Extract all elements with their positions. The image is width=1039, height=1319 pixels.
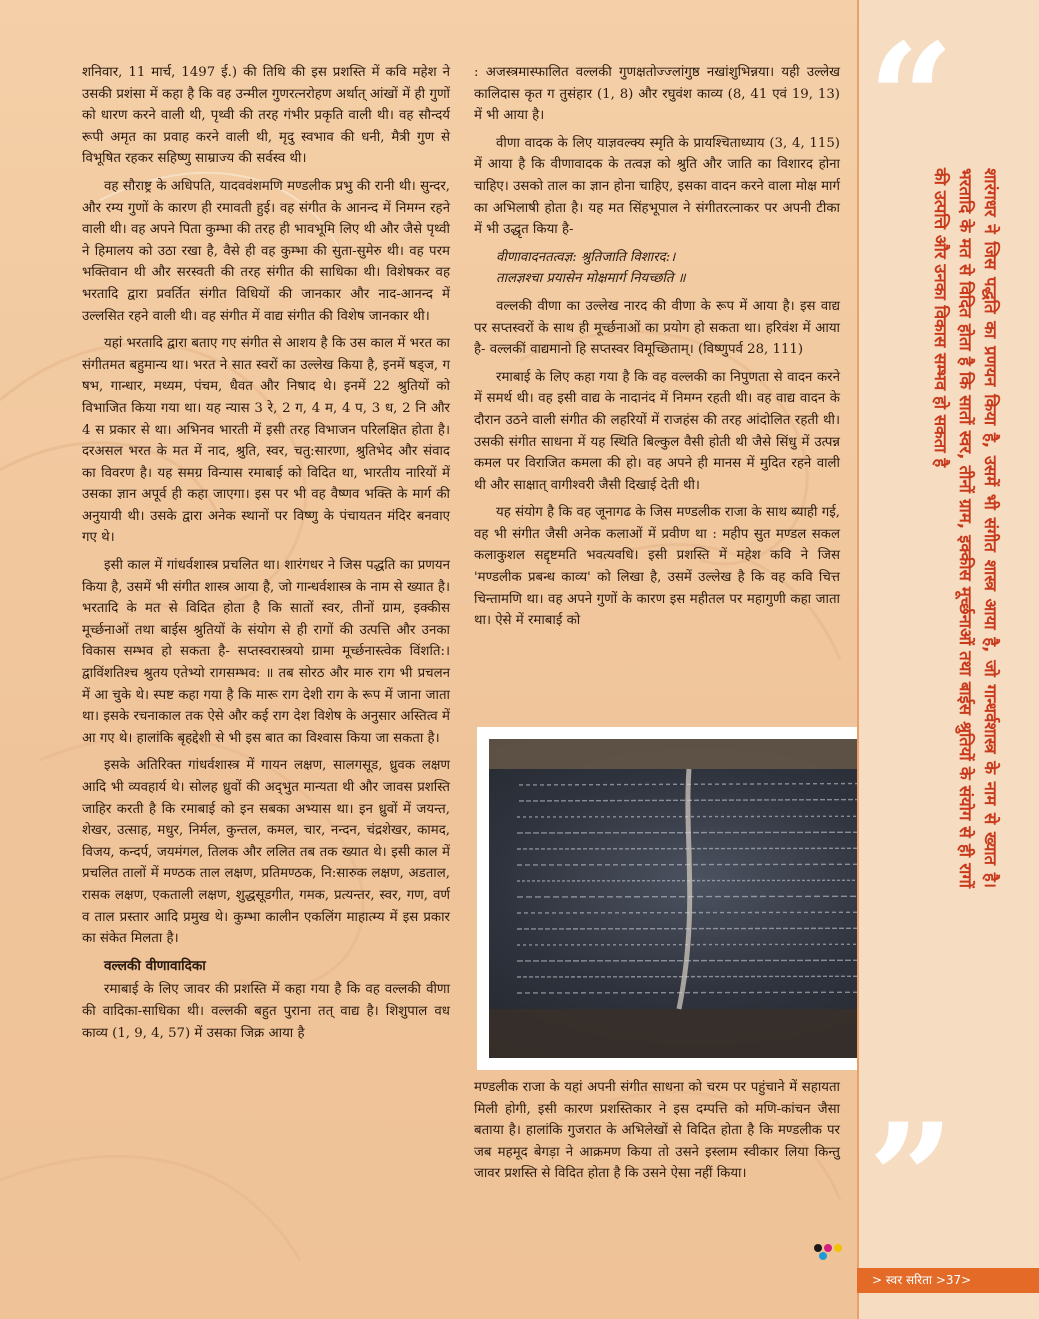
open-quote-icon: “ — [868, 11, 955, 187]
section-heading: वल्लकी वीणावादिका — [104, 957, 206, 974]
paragraph: वल्लकी वीणा का उल्लेख नारद की वीणा के रूप में आया है। इस वाद्य पर सप्तस्वरों के साथ ही मूर्च्छनाओं का प्रयोग हो सकता था। हरिवंश में आया है- वल्लकीं वाद्यमानो हि सप्तस्वर विमूच्छिताम्। (विष्णुपर्व 28, 111) — [474, 298, 840, 358]
paragraph: वह सौराष्ट्र के अधिपति, यादववंशमणि मण्डलीक प्रभु की रानी थी। सुन्दर, और रम्य गुणों के कारण ही रमावती हुई। वह संगीत के आनन्द में निमग्न रहने वाली थी। वह अपने पिता कुम्भा की तरह ही भावभूमि लिए थी और जैसे पृथ्वी ने हिमालय को उठा रखा है, वैसे ही वह कुम्भा की सुता-सुमेरु थी। वह परम भक्तिवान थी और सरस्वती की तरह संगीत की साधिका थी। विशेषकर वह भरतादि द्वारा प्रवर्तित संगीत विधियों की जानकार और नाद-आनन्द में उल्लसित रहने वाली थी। वह संगीत में वाद्य संगीत की विशेष जानकार थी। — [82, 178, 450, 324]
text-column-right-top — [474, 62, 840, 722]
paragraph: : अजस्त्रमास्फालित वल्लकी गुणक्षतोज्ज्लांगुष्ठ नखांशुभिन्नया। यही उल्लेख कालिदास कृत ग तुसंहार (1, 8) और रघुवंश काव्य (8, 41 एवं 19, 13) में भी आया है। — [474, 65, 840, 124]
paragraph: रमाबाई के लिए जावर की प्रशस्ति में कहा गया है कि वह वल्लकी वीणा की वादिका-साधिका थी। वल्लकी बहुत पुराना तत् वाद्य है। शिशुपाल वध काव्य (1, 9, 4, 57) में उसका जिक्र आया है — [82, 982, 450, 1041]
pull-quote — [875, 168, 1003, 888]
text-column-left — [82, 62, 450, 1262]
magazine-name: स्वर सरिता — [885, 1273, 933, 1287]
verse-line: तालज्ञश्चा प्रयासेन मोक्षमार्ग नियच्छति ॥ — [496, 271, 686, 287]
paragraph: यह संयोग है कि वह जूनागढ के जिस मण्डलीक राजा के साथ ब्याही गई, वह भी संगीत जैसी अनेक कलाओं में प्रवीण था : महीप सुत मण्डल सकल कलाकुशल सद्दृष्टमति भवत्यवधि। इसी प्रशस्ति में महेश कवि ने जिस 'मण्डलीक प्रबन्ध काव्य' को लिखा है, उसमें उल्लेख है कि वह कवि चित्त चिन्तामणि था। वह अपने गुणों के कारण इस महीतल पर महागुणी कहा जाता था। ऐसे में रमाबाई को — [474, 505, 840, 629]
page-number: >37> — [935, 1273, 972, 1287]
pull-quote-text: शारंगधर ने जिस पद्धति का प्रणयन किया है, उसमें भी संगीत शास्त्र आया है, जो गान्धर्वशास्त्र के नाम से ख्यात है। भरतादि के मत से विदित होता है कि सातों स्वर, तीनों ग्राम, इक्कीस मूर्च्छनाओं तथा बाईस श्रुतियों के संयोग से ही रागों की उत्पत्ति और उनका विकास सम्भव हो सकता है — [931, 168, 1000, 888]
page-folio — [872, 1270, 971, 1290]
close-quote-icon: ” — [868, 1091, 955, 1267]
paragraph: इसी काल में गांधर्वशास्त्र प्रचलित था। शारंगधर ने जिस पद्धति का प्रणयन किया है, उसमें भी संगीत शास्त्र आया है, जो गान्धर्वशास्त्र के नाम से ख्यात है। भरतादि के मत से विदित होता है कि सातों स्वर, तीनों ग्राम, इक्कीस मूर्च्छनाओं तथा बाईस श्रुतियों के संयोग से ही रागों की उत्पत्ति और उनका विकास सम्भव हो सकता है- सप्तस्वरास्त्रयो ग्रामा मूर्च्छनास्त्वेक विंशति:। द्वाविंशतिश्च श्रुतय एतेभ्यो रागसम्भव: ॥ तब सोरठ और मारु राग भी प्रचलन में आ चुके थे। स्पष्ट कहा गया है कि मारू राग देशी राग के रूप में जाना जाता था। इसके रचनाकाल तक ऐसे और कई राग देश विशेष के अनुसार अस्तित्व में आ गए थे। हालांकि बृहद्देशी से भी इस बात का विश्वास किया जा सकता है। — [82, 558, 450, 746]
text-column-right-bottom — [474, 1077, 840, 1227]
paragraph: इसके अतिरिक्त गांधर्वशास्त्र में गायन लक्षण, सालगसूड, ध्रुवक लक्षण आदि भी व्यवहार्य थे। सोलह ध्रुवों की अद्‌भुत मान्यता थी और जावस प्रशस्ति जाहिर करती है कि रमाबाई को इन सबका अभ्यास था। इन ध्रुवों में जयन्त, शेखर, उत्साह, मधुर, निर्मल, कुन्तल, कमल, चार, नन्दन, चंद्रशेखर, कामद, विजय, कन्दर्प, जयमंगल, तिलक और ललित तब तक ख्यात थे। इसी काल में प्रचलित तालों में मण्ठक ताल लक्षण, प्रतिमण्ठक, नि:सारुक लक्षण, अडताल, रासक लक्षण, एकताली लक्षण, शुद्धसूडगीत, गमक, प्रत्यन्तर, स्वर, गण, वर्ण व ताल प्रस्तार आदि प्रमुख थे। कुम्भा कालीन एकलिंग माहात्म्य में इस प्रकार का संकेत मिलता है। — [82, 758, 450, 947]
paragraph: यहां भरतादि द्वारा बताए गए संगीत से आशय है कि उस काल में भरत का संगीतमत बहुमान्य था। भरत ने सात स्वरों का उल्लेख किया है, इनमें षड्ज, ग षभ, गान्धार, मध्यम, पंचम, धैवत और निषाद थे। इनमें 22 श्रुतियों को विभाजित किया गया था। यह न्यास 3 रे, 2 ग, 4 म, 4 प, 3 ध, 2 नि और 4 स प्रकार से था। अभिनव भारती में इसी तरह विभाजन परिलक्षित होता है। दरअसल भरत के मत में नाद, श्रुति, स्वर, चतु:सारणा, श्रुतिभेद और संवाद का विवरण है। यह समग्र विन्यास रमाबाई को विदित था, भारतीय नारियों में उसका ज्ञान अपूर्व ही कहा जाएगा। इस पर भी वह वैष्णव भक्ति के मार्ग की अनुयायी थी। उसके द्वारा अनेक स्थानों पर विष्णु के पंचायतन मंदिर बनवाए गए थे। — [82, 336, 450, 546]
paragraph: शनिवार, 11 मार्च, 1497 ई.) की तिथि की इस प्रशस्ति में कवि महेश ने उसकी प्रशंसा में कहा है कि वह उन्मील गुणरत्नरोहण अर्थात् आंखों में ही गुणों को धारण करने वाली थी, पृथ्वी की तरह गंभीर प्रकृति वाली थी। वह सौन्दर्य रूपी अमृत का प्रवाह करने वाली थी, मृदु स्वभाव की धनी, मैत्री गुण से विभूषित रहकर सहिष्णु साम्राज्य की सर्वस्व थी। — [82, 65, 450, 167]
folio-prefix: > — [872, 1273, 883, 1287]
paragraph: वीणा वादक के लिए याज्ञवल्क्य स्मृति के प्रायश्चिताध्याय (3, 4, 115) में आया है कि वीणावादक के तत्वज्ञ को श्रुति और जाति का विशारद होना चाहिए। उसको ताल का ज्ञान होना चाहिए, इसका वादन करने वाला मोक्ष मार्ग का अभिलाषी होता है। यह मत सिंहभूपाल ने संगीतरत्नाकर पर अपनी टीका में भी उद्धृत किया है- — [474, 135, 840, 238]
paragraph: मण्डलीक राजा के यहां अपनी संगीत साधना को चरम पर पहुंचाने में सहायता मिली होगी, इसी कारण प्रशस्तिकार ने इस दम्पत्ति को मणि-कांचन जैसा बताया है। हालांकि गुजरात के अभिलेखों से विदित होता है कि मण्डलीक पर जब महमूद बेगड़ा ने आक्रमण किया तो उसने इस्लाम स्वीकार लिया किन्तु जावर प्रशस्ति से विदित होता है कि उसने ऐसा नहीं किया। — [474, 1080, 840, 1182]
verse-line: वीणावादनतत्वज्ञ: श्रुतिजाति विशारद:। — [496, 249, 676, 265]
paragraph: रमाबाई के लिए कहा गया है कि वह वल्लकी का निपुणता से वादन करने में समर्थ थी। वह इसी वाद्य के नादानंद में निमग्न रहती थी। वह वाद्य वादन के दौरान उठने वाली संगीत की लहरियों में राजहंस की तरह आंदोलित रहती थी। उसकी संगीत साधना में यह स्थिति बिल्कुल वैसी होती थी जैसे सिंधु में उत्पन्न कमल पर विराजित कमला की हो। वह अपने ही मानस में मुदित रहने वाली थी और साक्षात् वागीश्वरी जैसी दिखाई देती थी। — [474, 369, 840, 493]
color-dots-icon — [812, 1242, 852, 1262]
